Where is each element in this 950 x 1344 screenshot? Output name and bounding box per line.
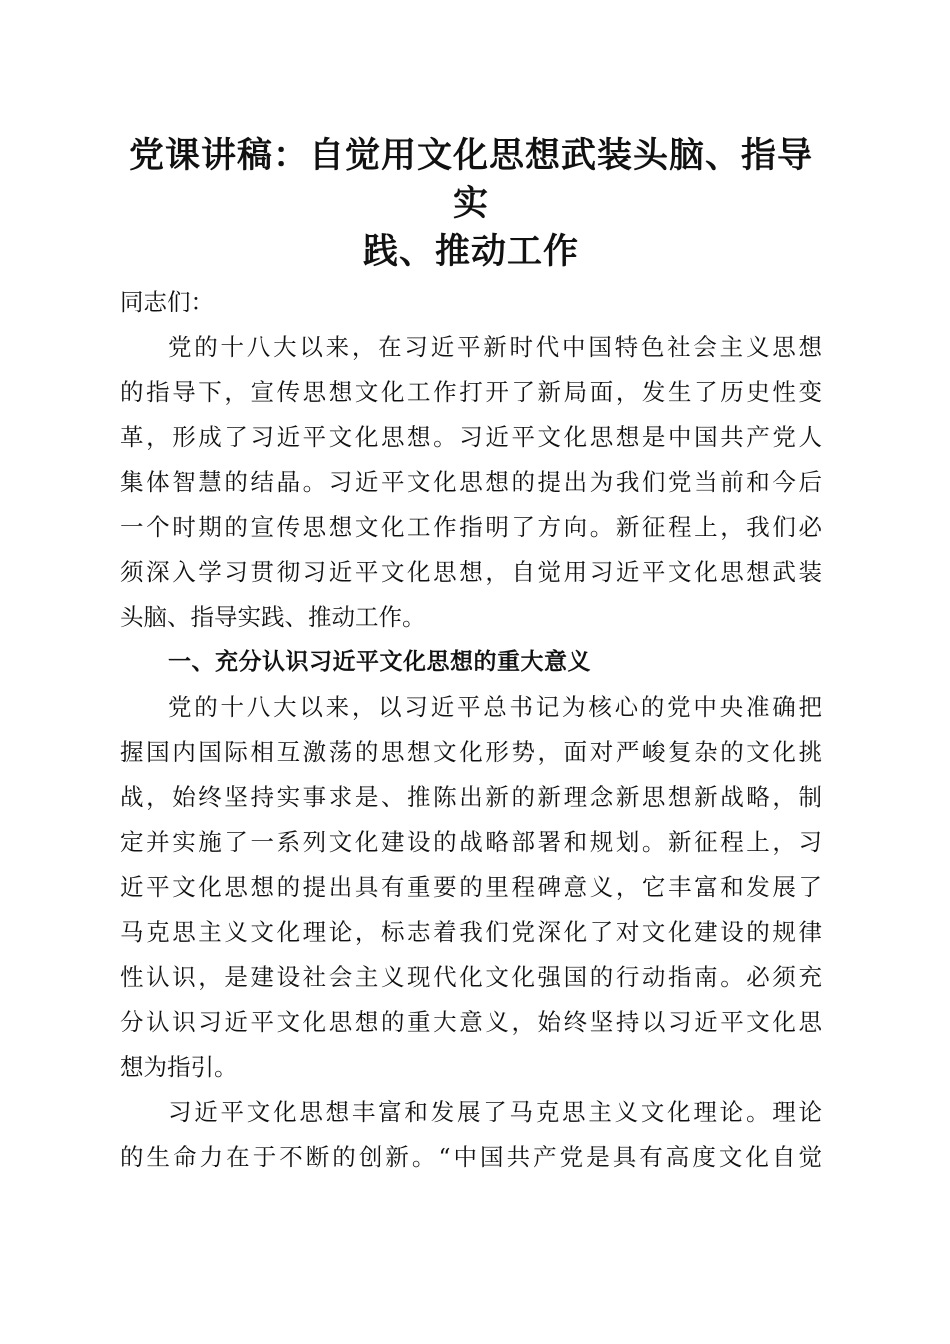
paragraph-line: 革，形成了习近平文化思想。习近平文化思想是中国共产党人 (120, 423, 822, 451)
salutation: 同志们： (120, 288, 214, 316)
paragraph-line: 近平文化思想的提出具有重要的里程碑意义，它丰富和发展了 (120, 873, 822, 901)
document-body (120, 280, 822, 1180)
paragraph-line: 马克思主义文化理论，标志着我们党深化了对文化建设的规律 (120, 918, 822, 946)
paragraph-line: 性认识，是建设社会主义现代化文化强国的行动指南。必须充 (120, 963, 822, 991)
title-line-2: 践、推动工作 (362, 231, 579, 272)
paragraph-line: 分认识习近平文化思想的重大意义，始终坚持以习近平文化思 (120, 1008, 822, 1036)
paragraph-line: 集体智慧的结晶。习近平文化思想的提出为我们党当前和今后 (120, 468, 822, 496)
paragraph-line: 习近平文化思想丰富和发展了马克思主义文化理论。理论 (168, 1098, 822, 1126)
paragraph-line: 的生命力在于不断的创新。“中国共产党是具有高度文化自觉 (120, 1143, 822, 1171)
title-line-1: 党课讲稿：自觉用文化思想武装头脑、指导实 (128, 135, 813, 224)
paragraph-line: 想为指引。 (120, 1053, 238, 1081)
section1-paragraph (120, 685, 822, 1090)
paragraph-3 (120, 1090, 822, 1180)
section-heading: 一、充分认识习近平文化思想的重大意义 (168, 649, 591, 675)
paragraph-line: 党的十八大以来，以习近平总书记为核心的党中央准确把 (168, 693, 822, 721)
intro-paragraph (120, 325, 822, 640)
paragraph-line: 战，始终坚持实事求是、推陈出新的新理念新思想新战略，制 (120, 783, 822, 811)
paragraph-line: 党的十八大以来，在习近平新时代中国特色社会主义思想 (168, 333, 822, 361)
document-title (115, 132, 827, 276)
paragraph-line: 头脑、指导实践、推动工作。 (120, 603, 426, 631)
paragraph-line: 握国内国际相互激荡的思想文化形势，面对严峻复杂的文化挑 (120, 738, 822, 766)
paragraph-line: 定并实施了一系列文化建设的战略部署和规划。新征程上，习 (120, 828, 822, 856)
paragraph-line: 的指导下，宣传思想文化工作打开了新局面，发生了历史性变 (120, 378, 822, 406)
paragraph-line: 须深入学习贯彻习近平文化思想，自觉用习近平文化思想武装 (120, 558, 822, 586)
paragraph-line: 一个时期的宣传思想文化工作指明了方向。新征程上，我们必 (120, 513, 822, 541)
